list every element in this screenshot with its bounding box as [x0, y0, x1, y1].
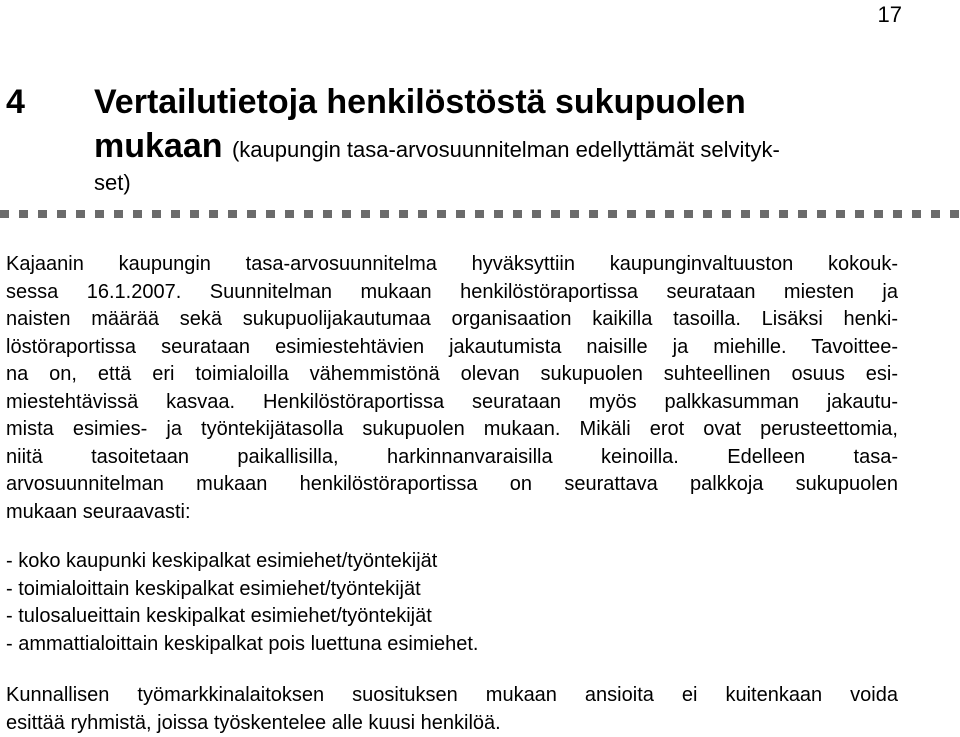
paragraph-recommendation [6, 682, 898, 737]
list-item: - koko kaupunki keskipalkat esimiehet/työntekijät [6, 548, 898, 576]
list-item: - tulosalueittain keskipalkat esimiehet/työntekijät [6, 603, 898, 631]
list-item: - ammattialoittain keskipalkat pois luettuna esimiehet. [6, 631, 898, 659]
section-subtitle: (kaupungin tasa-arvosuunnitelman edellyttämät selvityk- [232, 137, 780, 162]
section-title-line1: Vertailutietoja henkilöstöstä sukupuolen [94, 83, 746, 121]
paragraph-line: niitä tasoitetaan paikallisilla, harkinnanvaraisilla keinoilla. Edelleen tasa- [6, 444, 898, 472]
paragraph-intro [6, 251, 898, 526]
paragraph-line: na on, että eri toimialoilla vähemmistönä olevan sukupuolen suhteellinen osuus esi- [6, 361, 898, 389]
paragraph-line: Kunnallisen työmarkkinalaitoksen suosituksen mukaan ansioita ei kuitenkaan voida [6, 682, 898, 710]
section-title [94, 80, 894, 198]
paragraph-line: esittää ryhmistä, joissa työskentelee alle kuusi henkilöä. [6, 710, 898, 737]
dotted-divider [0, 210, 960, 218]
section-subtitle-continued: set) [94, 168, 894, 198]
list-item: - toimialoittain keskipalkat esimiehet/työntekijät [6, 576, 898, 604]
section-number: 4 [6, 80, 25, 124]
paragraph-line: mista esimies- ja työntekijätasolla sukupuolen mukaan. Mikäli erot ovat perusteettomia, [6, 416, 898, 444]
paragraph-line: miestehtävissä kasvaa. Henkilöstöraportissa seurataan myös palkkasumman jakautu- [6, 389, 898, 417]
section-title-line2: mukaan [94, 127, 223, 165]
paragraph-line: löstöraportissa seurataan esimiestehtävien jakautumista naisille ja miehille. Tavoittee- [6, 334, 898, 362]
paragraph-line: arvosuunnitelman mukaan henkilöstöraportissa on seurattava palkkoja sukupuolen [6, 471, 898, 499]
paragraph-line: mukaan seuraavasti: [6, 499, 898, 527]
page-number: 17 [878, 2, 902, 28]
salary-list [6, 548, 898, 658]
paragraph-line: sessa 16.1.2007. Suunnitelman mukaan henkilöstöraportissa seurataan miesten ja [6, 279, 898, 307]
paragraph-line: Kajaanin kaupungin tasa-arvosuunnitelma hyväksyttiin kaupunginvaltuuston kokouk- [6, 251, 898, 279]
paragraph-line: naisten määrää sekä sukupuolijakautumaa organisaation kaikilla tasoilla. Lisäksi henki- [6, 306, 898, 334]
